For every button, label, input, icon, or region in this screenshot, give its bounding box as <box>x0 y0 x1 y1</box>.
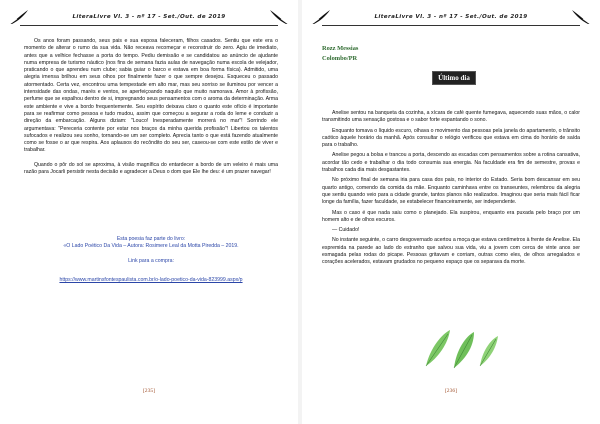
author-block <box>322 44 358 64</box>
story-body <box>322 110 580 270</box>
leaves-ornament-icon <box>420 326 500 370</box>
header-rule <box>20 25 278 26</box>
paragraph: No instante seguinte, o carro desgovernado acertou a moça que estava centímetros à frente de Anelise. Ela espremida na parede ao lado do estranho que salvou sua vida, viu a jovem com cerca de vinte anos ser esmagada pelas rodas do picape. Pessoas gritavam e corriam, outras como eles, de olhos arregalados e corações acelerados, estavam grudados no pequeno espaço que os separava da morte. <box>322 237 580 266</box>
paragraph: Anelise sentou na banqueta da cozinha, a xícara de café quente fumegava, aquecendo suas mãos, o calor transmitindo uma sensação gostosa e o sabor forte espantando o sono. <box>322 110 580 124</box>
journal-title: LiteraLivre Vl. 3 - nº 17 - Set./Out. de 2019 <box>72 14 226 20</box>
page-header <box>302 6 600 30</box>
left-page <box>0 0 298 424</box>
page-number: [236] <box>444 388 458 394</box>
quill-icon <box>570 8 592 26</box>
paragraph: No próximo final de semana iria para casa dos pais, no interior do Estado. Seria bom descansar em seu quarto antigo, comendo da comida da mãe. Enquanto caminhava entre os transeuntes, relembrou da alegria que sentiu quando veio para a cidade grande, tantos planos não realizados. Imaginou que seria mais fácil ficar longe da família, fazer faculdade, se estabelecer financeiramente, ser independente. <box>322 177 580 206</box>
purchase-label: Link para a compra: <box>128 257 174 264</box>
page-header <box>0 6 298 30</box>
journal-title: LiteraLivre Vl. 3 - nº 17 - Set./Out. de 2019 <box>374 14 528 20</box>
story-title: Último dia <box>432 71 476 85</box>
book-credits <box>24 236 278 284</box>
paragraph: Anelise pegou a bolsa e trancou a porta, descendo as escadas com pensamentos sobre a rotina cansativa, acordar tão cedo e trabalhar o dia todo consumia sua energia. Na faculdade era fim de semestre, provas e trabalhos cada dia mais desgastantes. <box>322 152 580 174</box>
credit-line: Esta poesia faz parte do livro: <box>116 236 186 242</box>
page-number: [235] <box>142 388 156 394</box>
paragraph: Enquanto tomava o líquido escuro, olhava o movimento das pessoas pela janela do apartamento, o trânsito caótico àquele horário da manhã. Após consultar o relógio verificou que estava em cima do horário de saída para o trabalho. <box>322 127 580 149</box>
story-body <box>24 38 278 176</box>
right-page <box>302 0 600 424</box>
author-name: Rozz Messias <box>322 45 359 52</box>
dialogue-line: — Cuidado! <box>332 227 360 234</box>
purchase-link[interactable]: https://www.martinsfontespaulista.com.br/o-lado-poetico-da-vida-823999.aspx/p <box>59 276 243 283</box>
author-city: Colombo/PR <box>322 55 358 62</box>
credit-line: «O Lado Poético Da Vida – Autora: Rosimere Leal da Motta Piredda – 2019. <box>63 243 239 250</box>
paragraph: Os anos foram passando, seus pais e sua esposa faleceram, filhos casados. Sentiu que este era o momento de alterar o rumo da sua vida. Não receava recomeçar e reconstruir do zero. Agiu de imediato, antes que a velhice fechasse a porta do tempo. Pediu demissão e se candidatou ao anúncio de ajudante numa empresa de turismo náutico (nos fins de semana fazia aulas de navegação numa escola de velejador, praticando o que aprendeu num clube; sabia guiar o barco e estava em boa forma física). Admitido, uma alegria imensa brilhou em seus olhos por finalmente fazer o que sempre desejou. Esqueceu o passado atormentado. Certa vez, encontrou uma tempestade em alto mar, mas seu sorriso se iluminou por vencer a intensidade das ondas, marés e ventos, se aperfeiçoando naquilo que muito namorava. Amor à profissão, perfume que se espalhou dentro de si, impregnando seus pensamentos com o aroma da determinação. Arma este ambiente e vive a bordo frequentemente. Seu espírito deixava claro o quanto este ofício é importante para se reafirmar como pessoa e tudo mudou, assim que começou a segurar a roda do leme e conduzir a direção da embarcação. Alguns diziam: "Louco! Inesperadamente morrerá no mar"! Sorrindo ele argumentava: "Pereceria contente por estar nos braços da minha querida profissão"! Libertou os talentos sufocados e realizou seu sonho, tornando-se um ser completo. Aprecia tanto o que está fazendo atualmente como se fosse o ar que respira. Aos aplausos do recôndito do seu ser, caseou-se com este estilo de viver e trabalhar. <box>24 38 278 154</box>
paragraph: Mas o caso é que nada saiu como o planejado. Ela suspirou, enquanto era puxada pelo braço por um homem alto e de olhos escuros. <box>322 209 580 223</box>
quill-icon <box>268 8 290 26</box>
paragraph: Quando o pôr do sol se aproxima, à visão magnífica do entardecer a bordo de um veleiro é mais uma razão para Jocarli persistir nesta decisão e agradecer a Deus o dom que Ele lhe deu: é um prazer navegar! <box>24 161 278 176</box>
header-rule <box>322 25 580 26</box>
